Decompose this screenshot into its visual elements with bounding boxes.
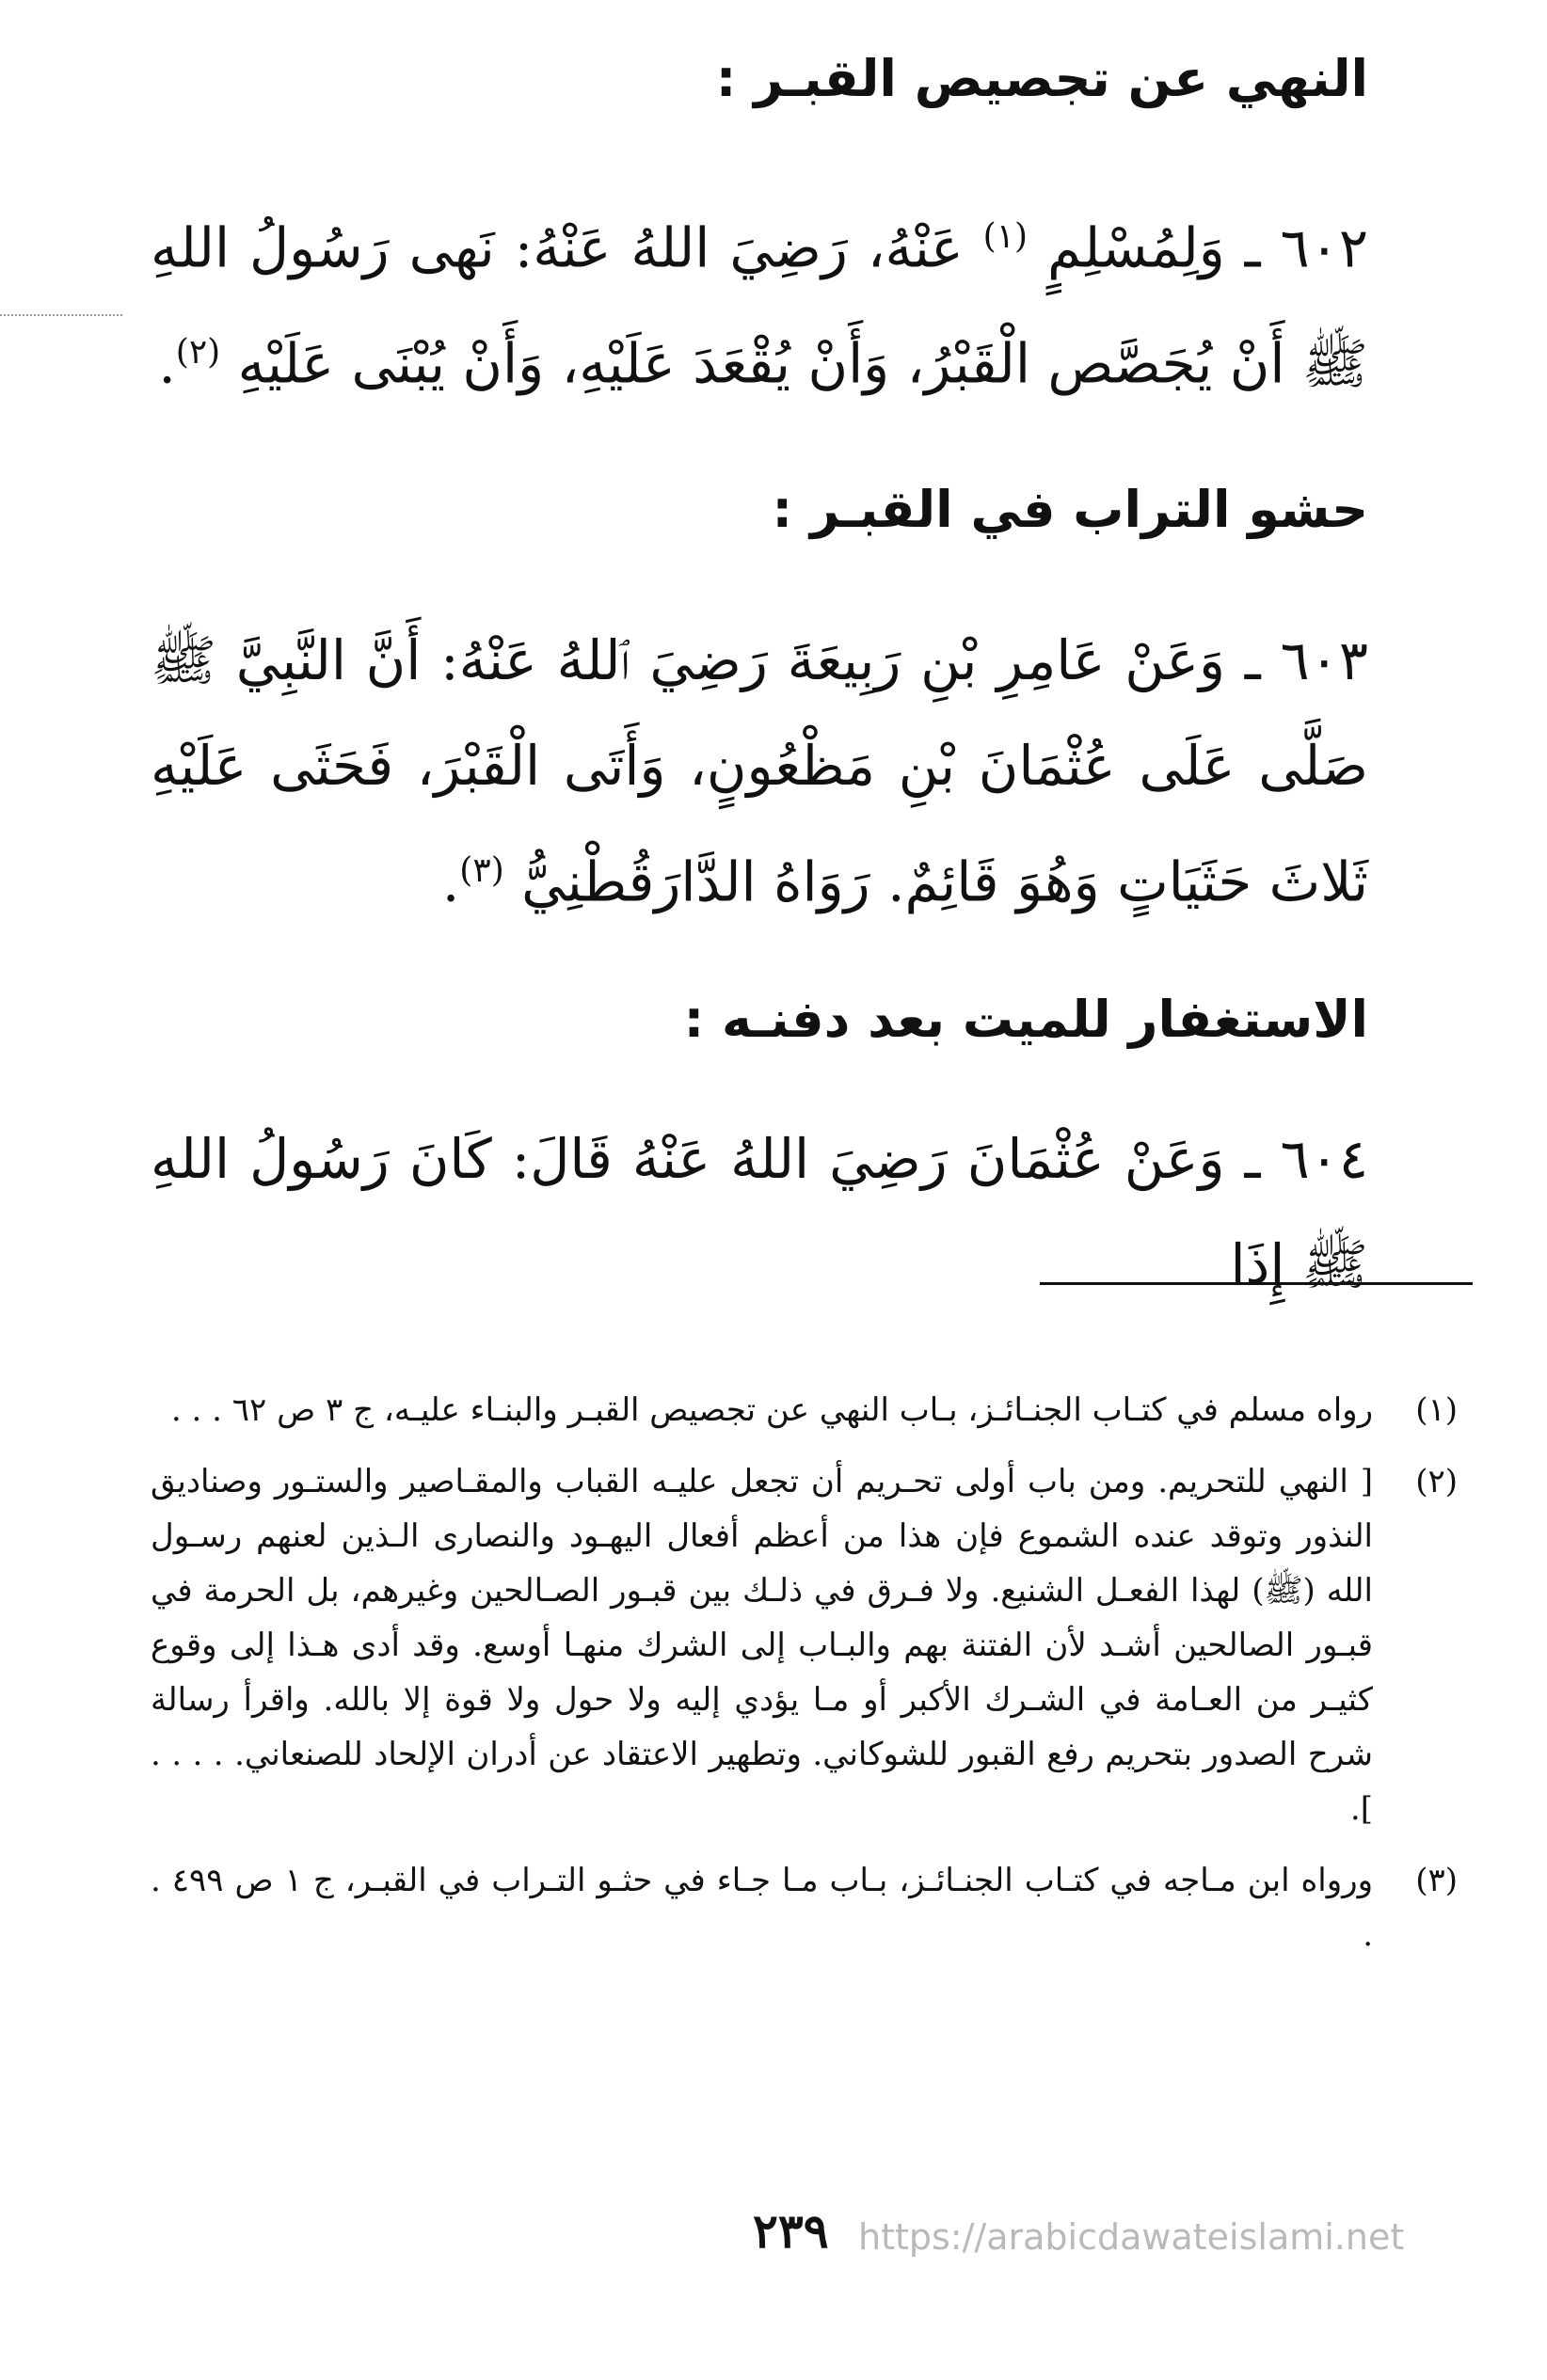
footnote-number: (٣) [1415, 1862, 1458, 1899]
footnote-ref-2[interactable]: (٢) [175, 333, 221, 373]
footnotes [151, 1383, 1458, 1979]
footnote-3 [151, 1853, 1458, 1962]
hadith-602 [151, 184, 1368, 417]
footnote-ref-3[interactable]: (٣) [459, 851, 504, 890]
hadith-604 [151, 1106, 1368, 1317]
section-heading-forgiveness: الاستغفار للميت بعد دفنـه : [683, 990, 1368, 1049]
section-heading-soil: حشو التراب في القبـر : [772, 480, 1368, 539]
hadith-603 [151, 608, 1368, 934]
footnote-text: ورواه ابن مـاجه في كتـاب الجنـائـز، بـاب مـا جـاء في حثـو التـراب في القبـر، ج ١ ص ٤٩٩ . . [151, 1862, 1373, 1954]
footnote-2 [151, 1454, 1458, 1836]
hadith-602-body: عَنْهُ، رَضِيَ اللهُ عَنْهُ: نَهى رَسُولُ اللهِ ﷺ أَنْ يُجَصَّص الْقَبْرُ، وَأَنْ يُقْعَدَ عَلَيْهِ، وَأَنْ يُبْنَى عَلَيْهِ [151, 215, 1368, 396]
watermark-url: https://arabicdawateislami.net [858, 2216, 1405, 2258]
section-heading-plastering: النهي عن تجصيص القبـر : [715, 49, 1368, 108]
footnote-text: رواه مسلم في كتـاب الجنـائـز، بـاب النهي عن تجصيص القبـر والبنـاء عليـه، ج ٣ ص ٦٢ . . . [170, 1391, 1373, 1429]
footnote-separator [1040, 1282, 1473, 1285]
footnote-1 [151, 1383, 1458, 1437]
page-number: ٢٣٩ [753, 2203, 829, 2259]
footnote-ref-1[interactable]: (١) [982, 217, 1029, 256]
footnote-number: (٢) [1415, 1463, 1458, 1500]
hadith-603-body: ٦٠٣ ـ وَعَنْ عَامِرِ بْنِ رَبِيعَةَ رَضِيَ ٱللهُ عَنْهُ: أَنَّ النَّبِيَّ ﷺ صَلَّى عَلَى عُثْمَانَ بْنِ مَظْعُونٍ، وَأَتَى الْقَبْرَ، فَحَثَى عَلَيْهِ ثَلاثَ حَثَيَاتٍ وَهُوَ قَائِمٌ. رَوَاهُ الدَّارَقُطْنِيُّ [151, 628, 1368, 914]
hadith-602-end: . [158, 331, 176, 396]
scan-artifact-line [0, 314, 122, 316]
footnote-text: [ النهي للتحريم. ومن باب أولى تحـريم أن تجعل عليـه القباب والمقـاصير والستـور وصناديق النذور وتوقد عنده الشموع فإن هذا من أعظم أفعال اليهـود والنصارى الـذين لعنهم رسـول الله (ﷺ) لهذا الفعـل الشنيع. ولا فـرق في ذلـك بين قبـور الصـالحين وغيرهم، بل الحرمة في قبـور الصالحين أشـد لأن الفتنة بهم والبـاب إلى الشرك منهـا أوسع. وقد أدى هـذا إلى وقوع كثيـر من العـامة في الشـرك الأكبر أو مـا يؤدي إليه ولا حول ولا قوة إلا بالله. واقرأ رسالة شرح الصدور بتحريم رفع القبور للشوكاني. وتطهير الاعتقاد عن أدران الإلحاد للصنعاني. . . . . ]. [151, 1463, 1374, 1828]
hadith-604-body: ٦٠٤ ـ وَعَنْ عُثْمَانَ رَضِيَ اللهُ عَنْهُ قَالَ: كَانَ رَسُولُ اللهِ ﷺ إِذَا [151, 1127, 1368, 1296]
footnote-number: (١) [1415, 1391, 1458, 1429]
hadith-603-end: . [441, 849, 460, 914]
hadith-602-start: ٦٠٢ ـ وَلِمُسْلِمٍ [1047, 215, 1369, 280]
